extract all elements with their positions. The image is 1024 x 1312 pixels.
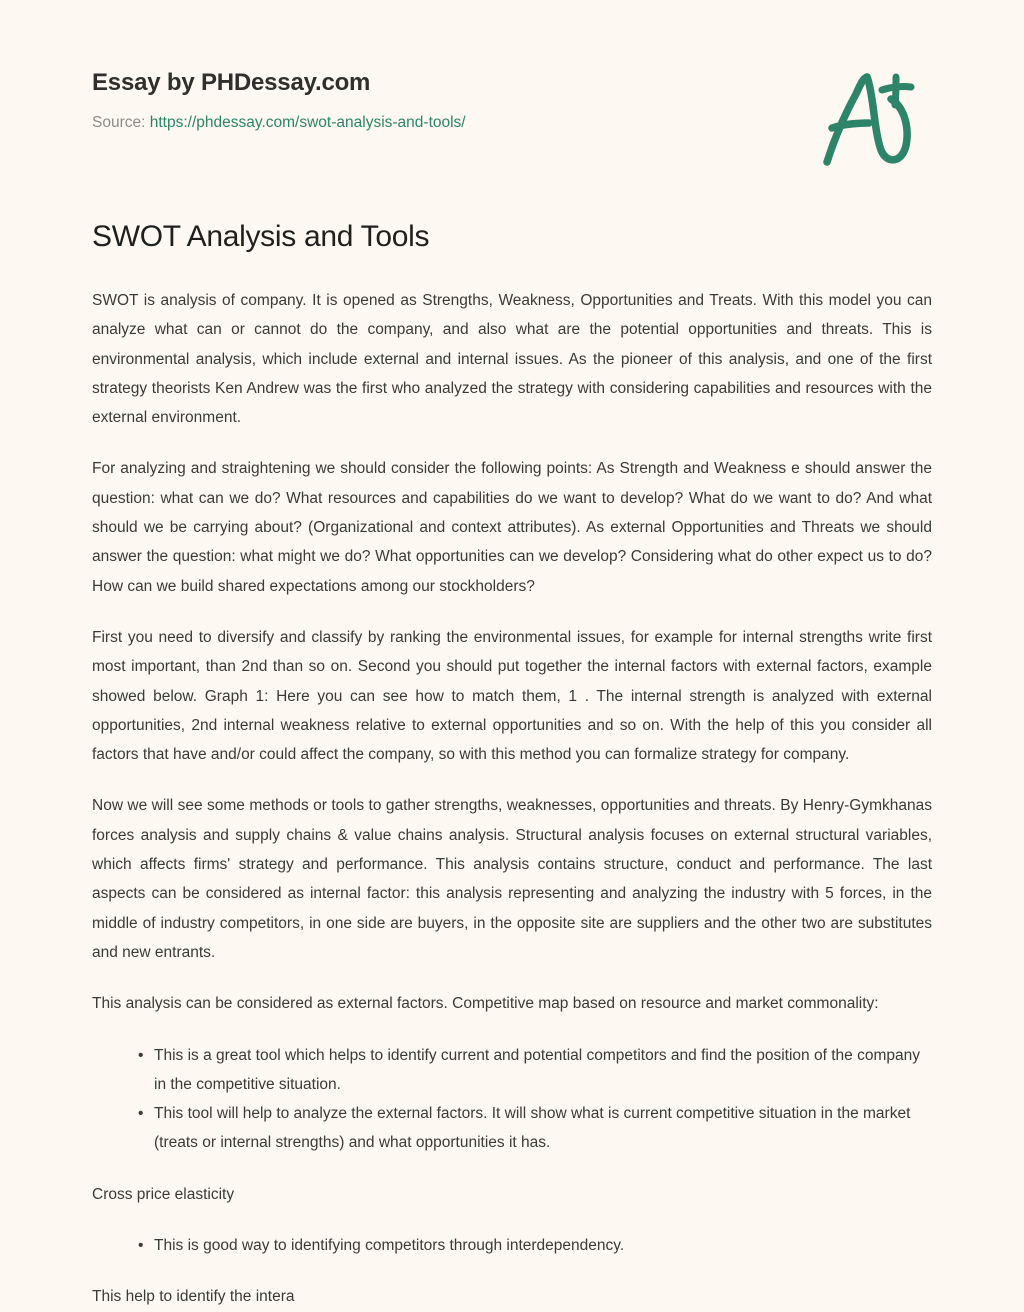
source-url-link[interactable]: https://phdessay.com/swot-analysis-and-tools/: [149, 114, 466, 131]
paragraph-2: For analyzing and straightening we should consider the following points: As Strength and Weakness e should answer the question: what can we do? What resources and capabilities do we want to develop? What do we want to do? And what should we be carrying about? (Organizational and context attributes). As external Opportunities and Threats we should answer the question: what might we do? What opportunities can we develop? Considering what do other expect us to do? How can we build shared expectations among our stockholders?: [92, 460, 932, 595]
page-title: SWOT Analysis and Tools: [92, 220, 430, 253]
paragraph-1: SWOT is analysis of company. It is opened as Strengths, Weakness, Opportunities and Treats. With this model you can analyze what can or cannot do the company, and also what are the potential opportunities and threats. This is environmental analysis, which include external and internal issues. As the pioneer of this analysis, and one of the first strategy theorists Ken Andrew was the first who analyzed the strategy with considering capabilities and resources with the external environment.: [92, 292, 932, 427]
paragraph-truncated: This help to identify the intera: [92, 1288, 295, 1306]
a-plus-logo: [812, 68, 924, 168]
list-item: • This is good way to identifying competitors through interdependency.: [138, 1231, 932, 1260]
source-line: [92, 113, 932, 133]
article-body: [92, 219, 932, 1312]
brand-title: Essay by PHDessay.com: [92, 69, 371, 96]
source-label: Source:: [92, 114, 146, 131]
paragraph-5: This analysis can be considered as external factors. Competitive map based on resource and market commonality:: [92, 995, 879, 1013]
list-item: • This is a great tool which helps to identify current and potential competitors and find the position of the company in the competitive situation.: [138, 1041, 932, 1100]
subheading-cross-price-elasticity: Cross price elasticity: [92, 1185, 235, 1203]
bullet-list-competitive-map: [92, 1041, 932, 1158]
document-header: [92, 68, 932, 133]
paragraph-4: Now we will see some methods or tools to gather strengths, weaknesses, opportunities and threats. By Henry-Gymkhanas forces analysis and supply chains & value chains analysis. Structural analysis focuses on external structural variables, which affects firms' strategy and performance. This analysis contains structure, conduct and performance. The last aspects can be considered as internal factor: this analysis representing and analyzing the industry with 5 forces, in the middle of industry competitors, in one side are buyers, in the opposite site are suppliers and the other two are substitutes and new entrants.: [92, 797, 932, 961]
paragraph-3: First you need to diversify and classify by ranking the environmental issues, for example for internal strengths write first most important, than 2nd than so on. Second you should put together the internal factors with external factors, example showed below. Graph 1: Here you can see how to match them, 1 . The internal strength is analyzed with external opportunities, 2nd internal weakness relative to external opportunities and so on. With the help of this you consider all factors that have and/or could affect the company, so with this method you can formalize strategy for company.: [92, 628, 932, 764]
bullet-list-cross-price-elasticity: [92, 1231, 932, 1260]
a-plus-logo-icon: [812, 68, 924, 168]
list-item: • This tool will help to analyze the external factors. It will show what is current competitive situation in the market (treats or internal strengths) and what opportunities it has.: [138, 1099, 932, 1158]
